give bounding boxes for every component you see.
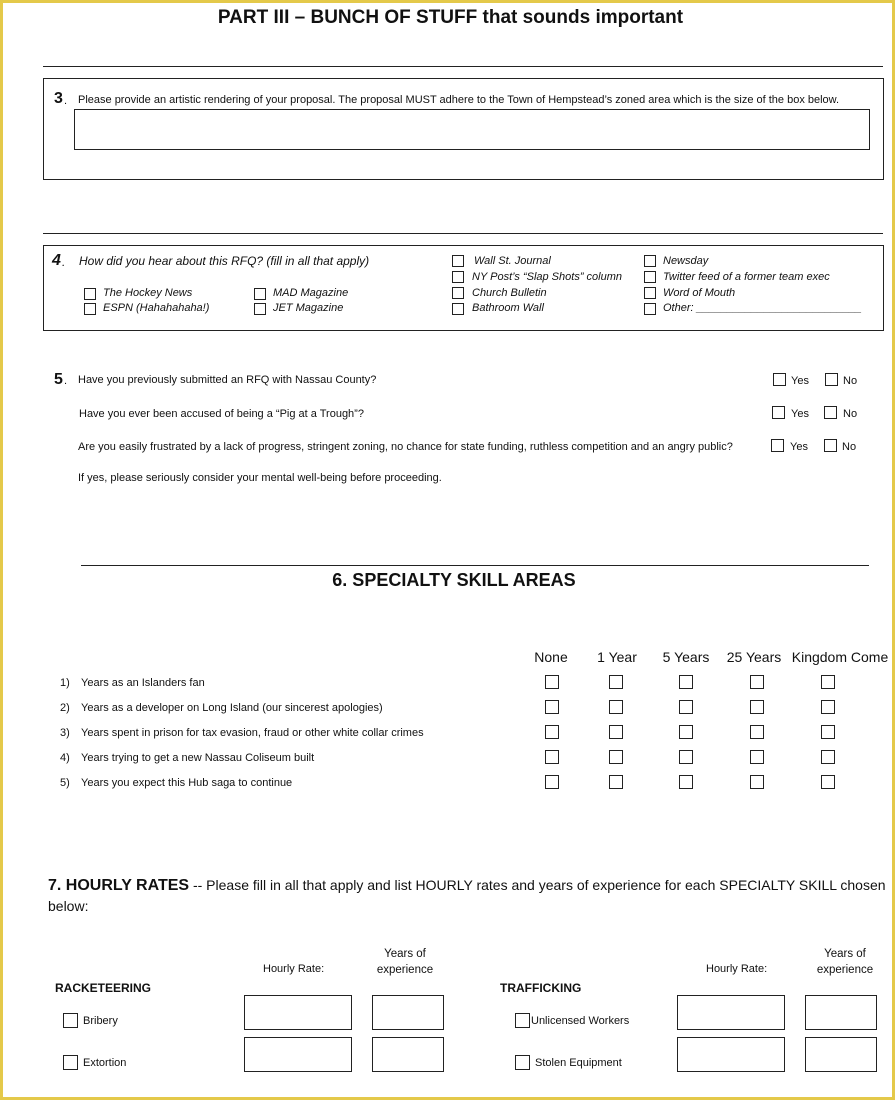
checkbox-hockey-news[interactable] xyxy=(84,288,96,300)
years-experience-label-left: Years of experience xyxy=(376,948,434,976)
q5b-no-checkbox[interactable] xyxy=(824,406,837,419)
q5c-no-checkbox[interactable] xyxy=(824,439,837,452)
skill1-1yr-checkbox[interactable] xyxy=(609,675,623,689)
checkbox-word-of-mouth[interactable] xyxy=(644,287,656,299)
skill1-kingdom-checkbox[interactable] xyxy=(821,675,835,689)
skill5-1yr-checkbox[interactable] xyxy=(609,775,623,789)
question-4-text: How did you hear about this RFQ? (fill in all that apply) xyxy=(79,254,370,268)
option-label: ESPN (Hahahahaha!) xyxy=(103,302,210,314)
checkbox-newsday[interactable] xyxy=(644,255,656,267)
question-3-text: Please provide an artistic rendering of your proposal. The proposal MUST adhere to the Town of Hempstead’s zoned area which is the size of the box below. xyxy=(78,94,840,106)
question-5-footnote: If yes, please seriously consider your mental well-being before proceeding. xyxy=(78,472,442,484)
unlicensed-workers-checkbox[interactable] xyxy=(515,1013,530,1028)
yes-label: Yes xyxy=(790,441,808,453)
row-number: 5) xyxy=(60,777,70,789)
skill3-kingdom-checkbox[interactable] xyxy=(821,725,835,739)
skill2-25yr-checkbox[interactable] xyxy=(750,700,764,714)
extortion-hourly-rate-field[interactable] xyxy=(244,1037,352,1072)
option-label: Newsday xyxy=(663,255,709,267)
skill3-1yr-checkbox[interactable] xyxy=(609,725,623,739)
row-number: 2) xyxy=(60,702,70,714)
checkbox-wall-st-journal[interactable] xyxy=(452,255,464,267)
checkbox-twitter-feed[interactable] xyxy=(644,271,656,283)
no-label: No xyxy=(843,375,858,387)
row-number: 4) xyxy=(60,752,70,764)
checkbox-church-bulletin[interactable] xyxy=(452,287,464,299)
extortion-label: Extortion xyxy=(83,1057,127,1069)
option-label: The Hockey News xyxy=(103,287,193,299)
row-number: 3) xyxy=(60,727,70,739)
checkbox-jet-magazine[interactable] xyxy=(254,303,266,315)
skill2-none-checkbox[interactable] xyxy=(545,700,559,714)
stolen-equipment-label: Stolen Equipment xyxy=(535,1057,622,1069)
question-4-section: 4 . How did you hear about this RFQ? (fill in all that apply) The Hockey News ESPN (Hahahahaha!) MAD Magazine JET Magazine Wall St. Journal NY Post’s “Slap Shots” column Church Bulletin Bathroom Wall Newsday Twitter feed of a former team exec Word of Mouth Other: ___________________________ xyxy=(43,245,884,331)
skill3-none-checkbox[interactable] xyxy=(545,725,559,739)
stolen-equipment-hourly-rate-field[interactable] xyxy=(677,1037,785,1072)
option-label: NY Post’s “Slap Shots” column xyxy=(472,271,622,283)
years-experience-label-right: Years of experience xyxy=(816,948,874,976)
page-title: PART III – BUNCH OF STUFF that sounds important xyxy=(217,7,684,28)
skill4-kingdom-checkbox[interactable] xyxy=(821,750,835,764)
option-label: Church Bulletin xyxy=(472,287,547,299)
extortion-checkbox[interactable] xyxy=(63,1055,78,1070)
q5a-yes-checkbox[interactable] xyxy=(773,373,786,386)
extortion-years-field[interactable] xyxy=(372,1037,444,1072)
bribery-label: Bribery xyxy=(83,1015,118,1027)
skill2-1yr-checkbox[interactable] xyxy=(609,700,623,714)
hourly-rate-label-left: Hourly Rate: xyxy=(263,963,325,975)
bribery-years-field[interactable] xyxy=(372,995,444,1030)
trafficking-heading: TRAFFICKING xyxy=(500,981,582,995)
skill4-25yr-checkbox[interactable] xyxy=(750,750,764,764)
section-6-title: 6. SPECIALTY SKILL AREAS xyxy=(332,570,576,590)
option-label: MAD Magazine xyxy=(273,287,349,299)
no-label: No xyxy=(842,441,857,453)
q5a-no-checkbox[interactable] xyxy=(825,373,838,386)
checkbox-mad-magazine[interactable] xyxy=(254,288,266,300)
row-label: Years as an Islanders fan xyxy=(81,677,205,689)
yes-label: Yes xyxy=(791,375,809,387)
divider xyxy=(43,233,883,234)
unlicensed-workers-label: Unlicensed Workers xyxy=(531,1015,630,1027)
q5c-yes-checkbox[interactable] xyxy=(771,439,784,452)
skill2-kingdom-checkbox[interactable] xyxy=(821,700,835,714)
unlicensed-workers-hourly-rate-field[interactable] xyxy=(677,995,785,1030)
row-number: 1) xyxy=(60,677,70,689)
row-label: Years as a developer on Long Island (our sincerest apologies) xyxy=(81,702,383,714)
option-label: JET Magazine xyxy=(273,302,344,314)
section-7-heading xyxy=(48,875,888,916)
bribery-checkbox[interactable] xyxy=(63,1013,78,1028)
skill5-25yr-checkbox[interactable] xyxy=(750,775,764,789)
column-header-25-years: 25 Years xyxy=(726,649,782,665)
skill3-5yr-checkbox[interactable] xyxy=(679,725,693,739)
checkbox-espn[interactable] xyxy=(84,303,96,315)
skill2-5yr-checkbox[interactable] xyxy=(679,700,693,714)
skill5-5yr-checkbox[interactable] xyxy=(679,775,693,789)
no-label: No xyxy=(843,408,858,420)
artistic-rendering-box[interactable] xyxy=(74,109,870,150)
skill1-none-checkbox[interactable] xyxy=(545,675,559,689)
option-label: Word of Mouth xyxy=(663,287,736,299)
question-number: 5 xyxy=(54,371,63,388)
divider xyxy=(81,565,869,566)
stolen-equipment-years-field[interactable] xyxy=(805,1037,877,1072)
unlicensed-workers-years-field[interactable] xyxy=(805,995,877,1030)
checkbox-other[interactable] xyxy=(644,303,656,315)
question-3-section: 3 . Please provide an artistic rendering of your proposal. The proposal MUST adhere to the Town of Hempstead’s zoned area which is the size of the box below. xyxy=(43,78,884,180)
checkbox-bathroom-wall[interactable] xyxy=(452,303,464,315)
skill5-kingdom-checkbox[interactable] xyxy=(821,775,835,789)
bribery-hourly-rate-field[interactable] xyxy=(244,995,352,1030)
divider xyxy=(43,66,883,67)
skill4-5yr-checkbox[interactable] xyxy=(679,750,693,764)
skill4-1yr-checkbox[interactable] xyxy=(609,750,623,764)
option-label: Bathroom Wall xyxy=(472,302,544,314)
racketeering-heading: RACKETEERING xyxy=(55,981,152,995)
question-5b-text: Have you ever been accused of being a “Pig at a Trough”? xyxy=(79,408,364,420)
column-header-none: None xyxy=(534,649,568,665)
option-label: Wall St. Journal xyxy=(474,255,551,267)
skill3-25yr-checkbox[interactable] xyxy=(750,725,764,739)
option-label: Twitter feed of a former team exec xyxy=(663,271,830,283)
q5b-yes-checkbox[interactable] xyxy=(772,406,785,419)
skill1-25yr-checkbox[interactable] xyxy=(750,675,764,689)
row-label: Years spent in prison for tax evasion, fraud or other white collar crimes xyxy=(81,727,424,739)
column-header-kingdom-come: Kingdom Come xyxy=(791,649,889,665)
skill1-5yr-checkbox[interactable] xyxy=(679,675,693,689)
row-label: Years you expect this Hub saga to continue xyxy=(81,777,293,789)
option-label-other[interactable]: Other: ___________________________ xyxy=(663,302,862,314)
question-5a-text: Have you previously submitted an RFQ with Nassau County? xyxy=(78,374,377,386)
column-header-5-years: 5 Years xyxy=(662,649,710,665)
checkbox-ny-post[interactable] xyxy=(452,271,464,283)
skill5-none-checkbox[interactable] xyxy=(545,775,559,789)
hourly-rate-label-right: Hourly Rate: xyxy=(706,963,768,975)
yes-label: Yes xyxy=(791,408,809,420)
question-5c-text: Are you easily frustrated by a lack of progress, stringent zoning, no chance for state funding, ruthless competition and an angry public? xyxy=(78,441,733,453)
section-7-title: 7. HOURLY RATES xyxy=(48,877,190,894)
section-7-instructions: -- Please fill in all that apply and list HOURLY rates and years of experience for each SPECIALTY SKILL chosen below: xyxy=(48,877,886,914)
stolen-equipment-checkbox[interactable] xyxy=(515,1055,530,1070)
question-number: 3 xyxy=(54,90,63,107)
question-number: 4 xyxy=(52,252,61,269)
skill4-none-checkbox[interactable] xyxy=(545,750,559,764)
column-header-1-year: 1 Year xyxy=(597,649,637,665)
row-label: Years trying to get a new Nassau Coliseum built xyxy=(81,752,315,764)
